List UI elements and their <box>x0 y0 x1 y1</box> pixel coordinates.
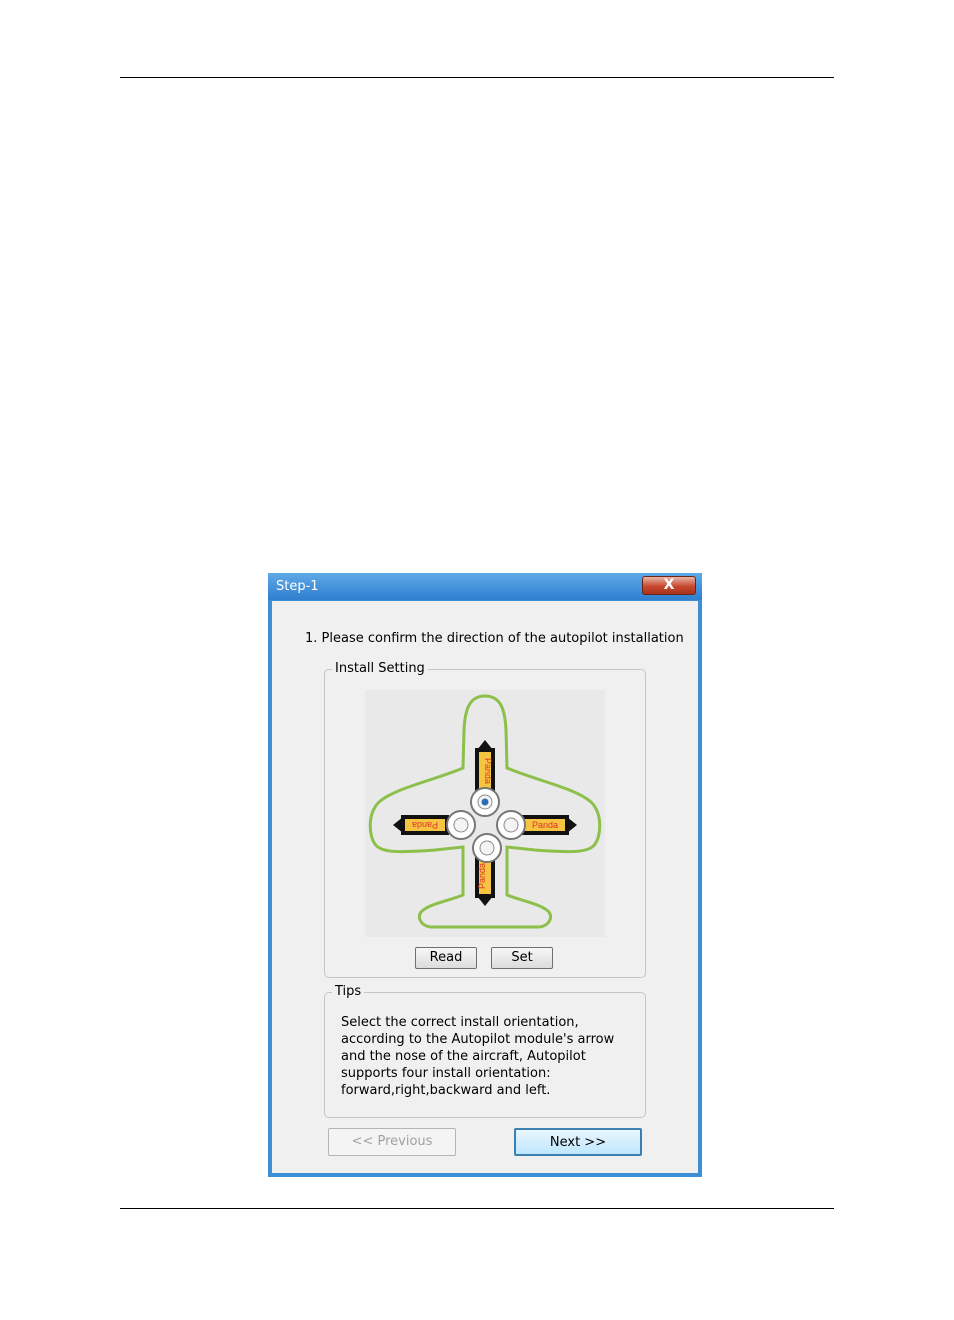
instruction-text: 1. Please confirm the direction of the autopilot installation <box>305 631 684 646</box>
read-button[interactable]: Read <box>415 947 477 969</box>
close-button[interactable] <box>642 576 696 595</box>
module-forward <box>475 740 495 794</box>
next-button[interactable]: Next >> <box>514 1128 642 1156</box>
module-right <box>521 815 577 835</box>
header-rule <box>120 77 834 78</box>
tips-legend: Tips <box>332 984 364 999</box>
airplane-diagram <box>365 690 605 937</box>
install-setting-group <box>324 661 646 978</box>
title-bar[interactable] <box>268 573 702 600</box>
module-backward-label: Panda <box>477 862 487 890</box>
set-button[interactable]: Set <box>491 947 553 969</box>
window-title: Step-1 <box>276 579 319 594</box>
radio-backward[interactable] <box>473 834 501 862</box>
footer-rule <box>120 1208 834 1209</box>
radio-left[interactable] <box>447 811 475 839</box>
orientation-diagram <box>365 690 605 937</box>
tips-text: Select the correct install orientation, according to the Autopilot module's arrow and the nose of the aircraft, Autopilot supports four install orientation: forward,right,backward and left. <box>341 1015 615 1098</box>
radio-forward[interactable] <box>471 788 499 816</box>
previous-button[interactable]: << Previous <box>328 1128 456 1156</box>
module-right-label: Panda <box>531 820 559 830</box>
module-left-label: Panda <box>411 820 439 830</box>
tips-group <box>324 984 646 1118</box>
dialog-body <box>272 601 698 1173</box>
close-icon: X <box>663 577 675 593</box>
step-dialog <box>268 573 702 1177</box>
radio-right[interactable] <box>497 811 525 839</box>
module-left <box>393 815 449 835</box>
module-forward-label: Panda <box>483 757 493 785</box>
install-setting-legend: Install Setting <box>332 661 428 676</box>
